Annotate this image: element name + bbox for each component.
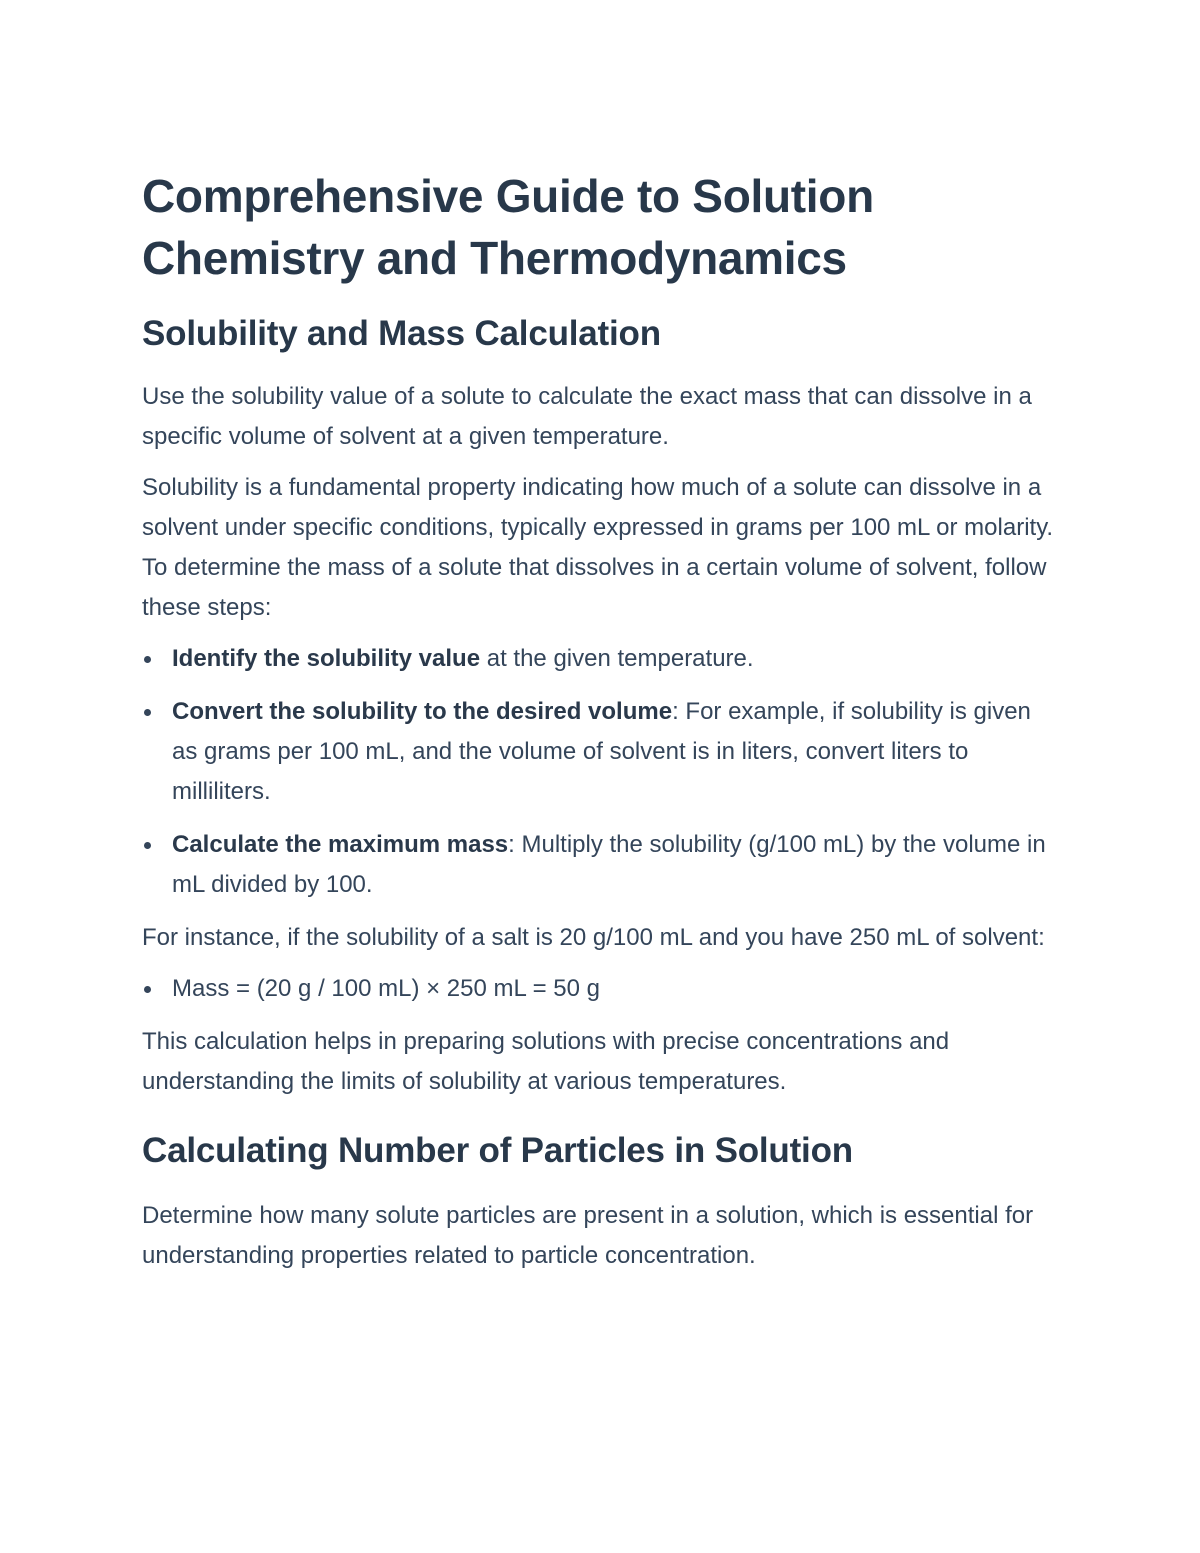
section-heading-solubility: Solubility and Mass Calculation bbox=[142, 314, 661, 353]
bullet-icon bbox=[144, 986, 151, 993]
list-item bbox=[142, 825, 1062, 905]
example-intro: For instance, if the solubility of a salt is 20 g/100 mL and you have 250 mL of solvent: bbox=[142, 924, 1045, 951]
list-item-text: : For example, if solubility is given as grams per 100 mL, and the volume of solvent is in liters, convert liters to milliliters. bbox=[172, 698, 1031, 805]
list-item bbox=[142, 969, 1062, 1009]
list-item-bold: Calculate the maximum mass bbox=[172, 831, 509, 858]
conclusion-paragraph: This calculation helps in preparing solutions with precise concentrations and understanding the limits of solubility at various temperatures. bbox=[142, 1028, 950, 1095]
title-line-1: Comprehensive Guide to Solution bbox=[142, 170, 874, 222]
list-item bbox=[142, 692, 1062, 812]
section-intro: Use the solubility value of a solute to calculate the exact mass that can dissolve in a specific volume of solvent at a given temperature. bbox=[142, 383, 1032, 450]
list-item-text: : Multiply the solubility (g/100 mL) by the volume in mL divided by 100. bbox=[172, 831, 1046, 898]
list-item bbox=[142, 639, 1062, 679]
document-page bbox=[142, 165, 1062, 1287]
list-item-bold: Identify the solubility value bbox=[172, 645, 481, 672]
bullet-icon bbox=[144, 842, 151, 849]
title-line-2: Chemistry and Thermodynamics bbox=[142, 232, 847, 284]
bullet-icon bbox=[144, 709, 151, 716]
list-item-text: at the given temperature. bbox=[480, 645, 754, 672]
list-item-bold: Convert the solubility to the desired volume bbox=[172, 698, 673, 725]
section-intro: Determine how many solute particles are present in a solution, which is essential for understanding properties related to particle concentration. bbox=[142, 1202, 1034, 1269]
example-list bbox=[142, 969, 1062, 1009]
example-formula: Mass = (20 g / 100 mL) × 250 mL = 50 g bbox=[172, 975, 601, 1002]
section-heading-particles: Calculating Number of Particles in Solution bbox=[142, 1131, 853, 1170]
page-title bbox=[142, 165, 1062, 289]
bullet-icon bbox=[144, 656, 151, 663]
body-paragraph: Solubility is a fundamental property indicating how much of a solute can dissolve in a solvent under specific conditions, typically expressed in grams per 100 mL or molarity. To determine the mass of a solute that dissolves in a certain volume of solvent, follow these steps: bbox=[142, 474, 1054, 621]
steps-list bbox=[142, 639, 1062, 905]
